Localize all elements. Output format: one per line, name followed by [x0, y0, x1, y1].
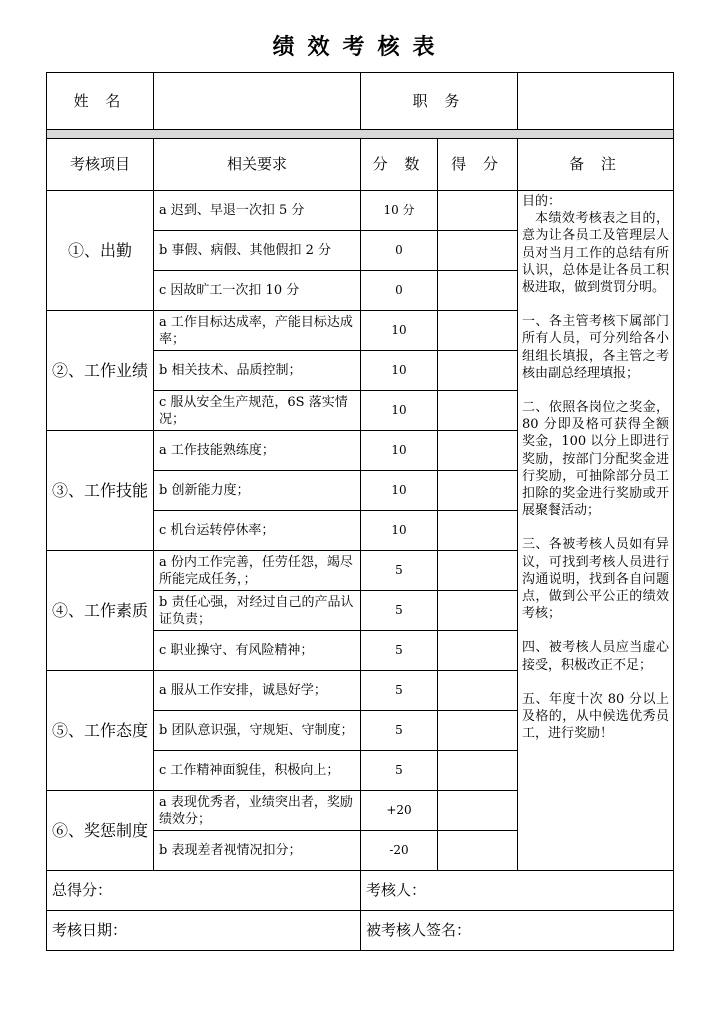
footer-row: [47, 911, 674, 951]
score-value: +20: [361, 791, 438, 831]
obtained-score-cell[interactable]: [438, 671, 518, 711]
obtained-score-cell[interactable]: [438, 831, 518, 871]
category-name: ⑤、工作态度: [47, 671, 154, 791]
requirement-text: c 工作精神面貌佳，积极向上；: [154, 751, 361, 791]
col-obtained-header: 得 分: [438, 139, 518, 191]
total-score-label[interactable]: 总得分：: [47, 871, 361, 911]
obtained-score-cell[interactable]: [438, 311, 518, 351]
notes-heading: 目的：: [522, 194, 562, 209]
notes-item: 三、各被考核人员如有异议，可找到考核人员进行沟通说明，找到各自问题点，做到公平公正的绩效考核；: [522, 537, 669, 622]
assessment-table: [46, 72, 674, 951]
requirement-text: c 因故旷工一次扣 10 分: [154, 271, 361, 311]
category-name: ①、出勤: [47, 191, 154, 311]
requirement-text: b 创新能力度；: [154, 471, 361, 511]
assessee-signature-label[interactable]: 被考核人签名：: [361, 911, 674, 951]
score-value: 5: [361, 751, 438, 791]
notes-item: 一、各主管考核下属部门所有人员，可分列给各小组组长填报，各主管之考核由副总经理填报；: [522, 314, 669, 381]
score-value: -20: [361, 831, 438, 871]
requirement-text: a 迟到、早退一次扣 5 分: [154, 191, 361, 231]
separator-cell: [47, 130, 674, 139]
score-value: 5: [361, 631, 438, 671]
obtained-score-cell[interactable]: [438, 711, 518, 751]
obtained-score-cell[interactable]: [438, 751, 518, 791]
footer-row: [47, 871, 674, 911]
requirement-text: a 工作技能熟练度；: [154, 431, 361, 471]
requirement-text: a 工作目标达成率，产能目标达成率；: [154, 311, 361, 351]
notes-spacer: [522, 296, 669, 313]
score-value: 10: [361, 431, 438, 471]
category-name: ③、工作技能: [47, 431, 154, 551]
obtained-score-cell[interactable]: [438, 391, 518, 431]
remarks-notes: [518, 191, 674, 871]
score-value: 5: [361, 591, 438, 631]
notes-spacer: [522, 622, 669, 639]
notes-item: 四、被考核人员应当虚心接受，积极改正不足；: [522, 640, 669, 673]
score-value: 5: [361, 671, 438, 711]
requirement-text: b 事假、病假、其他假扣 2 分: [154, 231, 361, 271]
score-value: 10: [361, 511, 438, 551]
score-value: 10: [361, 351, 438, 391]
obtained-score-cell[interactable]: [438, 511, 518, 551]
score-value: 0: [361, 231, 438, 271]
obtained-score-cell[interactable]: [438, 631, 518, 671]
requirement-text: b 相关技术、品质控制；: [154, 351, 361, 391]
obtained-score-cell[interactable]: [438, 191, 518, 231]
obtained-score-cell[interactable]: [438, 351, 518, 391]
name-label: 姓 名: [47, 73, 154, 130]
name-value-cell[interactable]: [154, 73, 361, 130]
col-requirement-header: 相关要求: [154, 139, 361, 191]
header-row: [47, 73, 674, 130]
requirement-text: a 表现优秀者，业绩突出者，奖励绩效分；: [154, 791, 361, 831]
notes-item: 五、年度十次 80 分以上及格的，从中候选优秀员工，进行奖励！: [522, 691, 669, 742]
category-name: ②、工作业绩: [47, 311, 154, 431]
obtained-score-cell[interactable]: [438, 431, 518, 471]
score-value: 5: [361, 711, 438, 751]
notes-purpose: 本绩效考核表之目的，意为让各员工及管理层人员对当月工作的总结有所认识，总体是让各员工积极进取，做到赏罚分明。: [522, 211, 669, 296]
requirement-text: a 份内工作完善，任劳任怨，竭尽所能完成任务，；: [154, 551, 361, 591]
col-item-header: 考核项目: [47, 139, 154, 191]
notes-spacer: [522, 382, 669, 399]
obtained-score-cell[interactable]: [438, 791, 518, 831]
requirement-text: b 责任心强，对经过自己的产品认证负责；: [154, 591, 361, 631]
table-row: [47, 191, 674, 231]
category-name: ④、工作素质: [47, 551, 154, 671]
column-header-row: [47, 139, 674, 191]
notes-item: 二、依照各岗位之奖金，80 分即及格可获得全额奖金，100 以分上即进行奖励，按部门分配奖金进行奖励，可抽除部分员工扣除的奖金进行奖励或开展聚餐活动；: [522, 400, 669, 519]
position-label: 职 务: [361, 73, 518, 130]
obtained-score-cell[interactable]: [438, 591, 518, 631]
obtained-score-cell[interactable]: [438, 231, 518, 271]
col-remark-header: 备 注: [518, 139, 674, 191]
assessor-label[interactable]: 考核人：: [361, 871, 674, 911]
requirement-text: b 团队意识强，守规矩、守制度；: [154, 711, 361, 751]
col-score-header: 分 数: [361, 139, 438, 191]
position-value-cell[interactable]: [518, 73, 674, 130]
obtained-score-cell[interactable]: [438, 271, 518, 311]
score-value: 10 分: [361, 191, 438, 231]
score-value: 10: [361, 311, 438, 351]
score-value: 10: [361, 391, 438, 431]
separator-band: [47, 130, 674, 139]
requirement-text: c 职业操守、有风险精神；: [154, 631, 361, 671]
assessment-date-label[interactable]: 考核日期：: [47, 911, 361, 951]
category-name: ⑥、奖惩制度: [47, 791, 154, 871]
obtained-score-cell[interactable]: [438, 551, 518, 591]
requirement-text: c 服从安全生产规范，6S 落实情况；: [154, 391, 361, 431]
notes-spacer: [522, 674, 669, 691]
score-value: 5: [361, 551, 438, 591]
requirement-text: b 表现差者视情况扣分；: [154, 831, 361, 871]
notes-spacer: [522, 519, 669, 536]
score-value: 0: [361, 271, 438, 311]
obtained-score-cell[interactable]: [438, 471, 518, 511]
score-value: 10: [361, 471, 438, 511]
requirement-text: c 机台运转停休率；: [154, 511, 361, 551]
page-title: 绩效考核表: [272, 34, 448, 60]
requirement-text: a 服从工作安排，诚恳好学；: [154, 671, 361, 711]
